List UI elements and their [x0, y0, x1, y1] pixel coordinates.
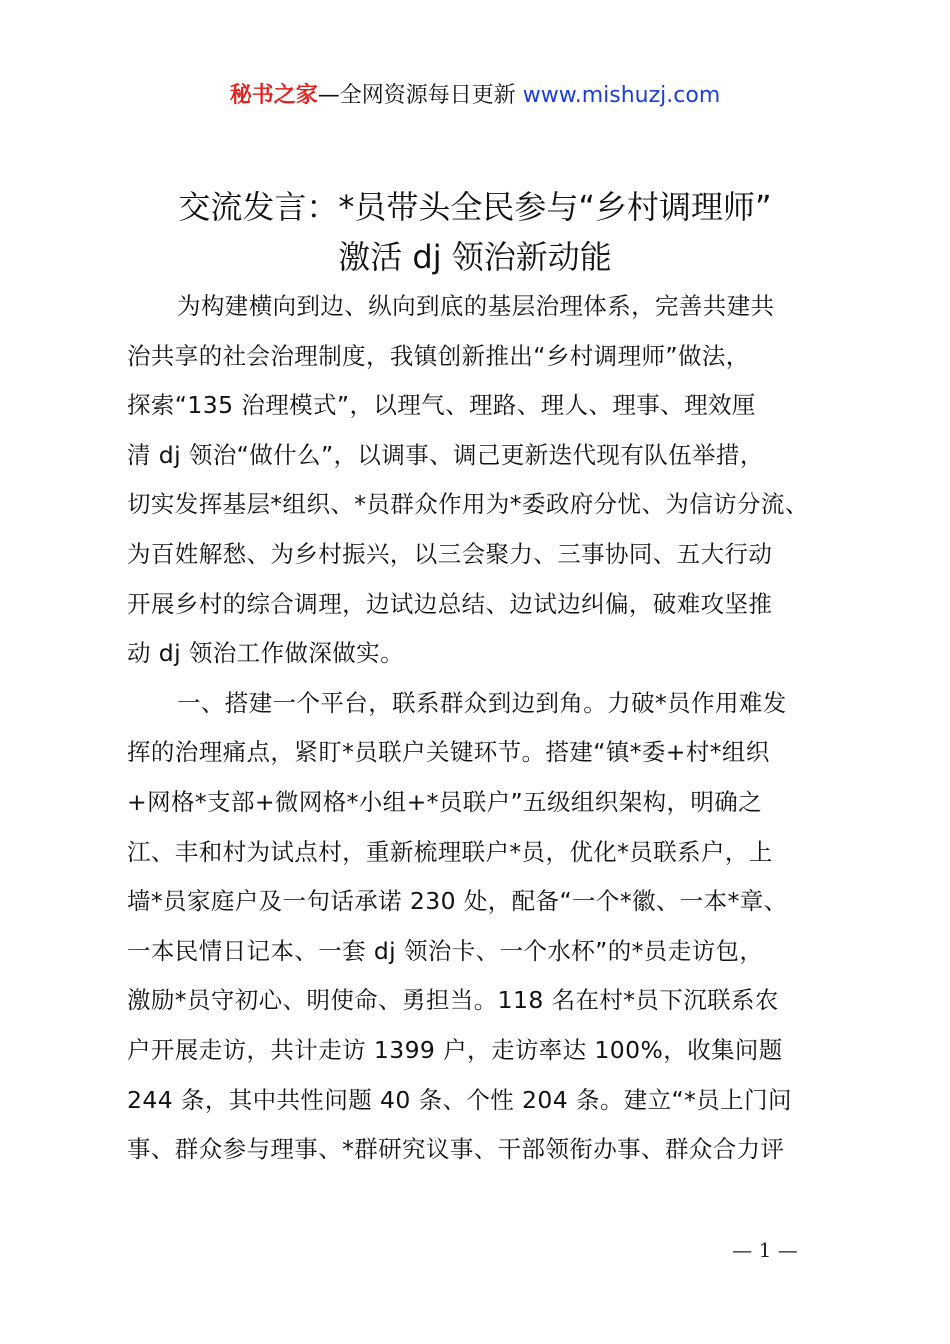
paragraph-intro — [127, 282, 847, 679]
document-title — [60, 182, 890, 282]
paragraph-line: 一本民情日记本、一套 dj 领治卡、一个水杯”的*员走访包， — [127, 936, 764, 965]
paragraph-line: 动 dj 领治工作做深做实。 — [127, 639, 404, 668]
paragraph-line: +网格*支部+微网格*小组+*员联户”五级组织架构，明确之 — [127, 787, 763, 816]
site-tagline: —全网资源每日更新 — [317, 83, 516, 108]
paragraph-section-1 — [127, 679, 847, 1175]
paragraph-line: 激励*员守初心、明使命、勇担当。118 名在村*员下沉联系农 — [127, 986, 779, 1015]
paragraph-line: 挥的治理痛点，紧盯*员联户关键环节。搭建“镇*委+村*组织 — [127, 738, 770, 767]
title-line-1: 交流发言：*员带头全民参与“乡村调理师” — [178, 188, 772, 226]
site-url[interactable]: www.mishuzj.com — [522, 83, 721, 108]
paragraph-line: 一、搭建一个平台，联系群众到边到角。力破*员作用难发 — [177, 688, 787, 717]
paragraph-line: 244 条，其中共性问题 40 条、个性 204 条。建立“*员上门问 — [127, 1085, 792, 1114]
paragraph-line: 为百姓解愁、为乡村振兴，以三会聚力、三事协同、五大行动 — [127, 539, 773, 568]
paragraph-line: 探索“135 治理模式”，以理气、理路、理人、理事、理效厘 — [127, 391, 756, 420]
paragraph-line: 江、丰和村为试点村，重新梳理联户*员，优化*员联系户，上 — [127, 837, 773, 866]
paragraph-line: 事、群众参与理事、*群研究议事、干部领衔办事、群众合力评 — [127, 1135, 785, 1164]
paragraph-line: 治共享的社会治理制度，我镇创新推出“乡村调理师”做法， — [127, 341, 750, 370]
page-number: — 1 — — [732, 1238, 798, 1262]
title-line-2: 激活 dj 领治新动能 — [338, 238, 612, 276]
site-header — [0, 80, 950, 112]
paragraph-line: 切实发挥基层*组织、*员群众作用为*委政府分忧、为信访分流、 — [127, 490, 809, 519]
document-body — [127, 282, 847, 1175]
paragraph-line: 清 dj 领治“做什么”，以调事、调己更新迭代现有队伍举措， — [127, 440, 764, 469]
paragraph-line: 墙*员家庭户及一句话承诺 230 处，配备“一个*徽、一本*章、 — [127, 887, 788, 916]
paragraph-line: 为构建横向到边、纵向到底的基层治理体系，完善共建共 — [177, 292, 775, 320]
brand-name: 秘书之家 — [229, 83, 318, 108]
paragraph-line: 开展乡村的综合调理，边试边总结、边试边纠偏，破难攻坚推 — [127, 589, 773, 618]
paragraph-line: 户开展走访，共计走访 1399 户，走访率达 100%，收集问题 — [127, 1035, 783, 1064]
